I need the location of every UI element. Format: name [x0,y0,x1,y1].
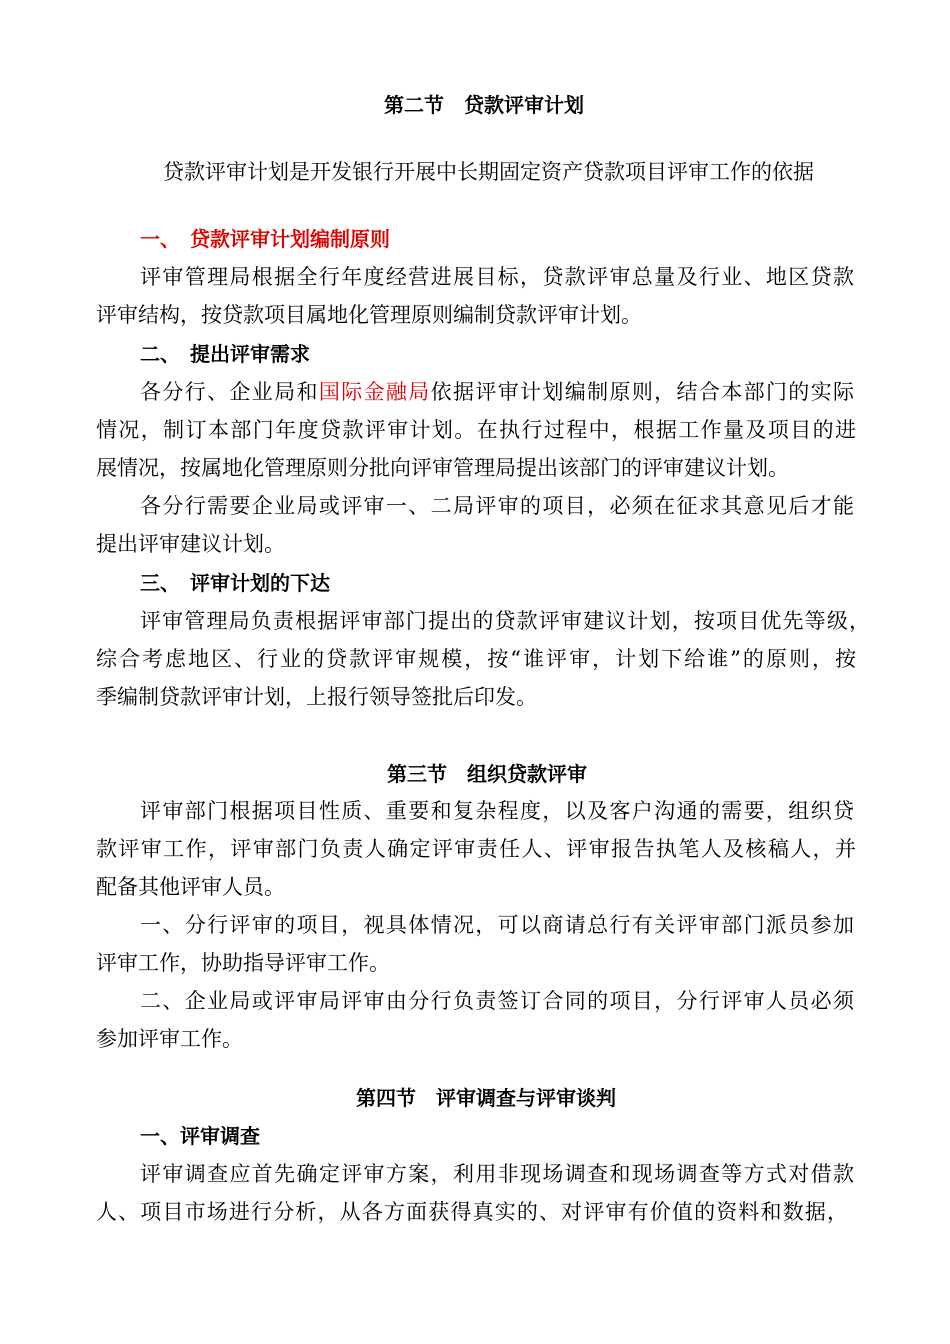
heading-submit-needs: 二、 提出评审需求 [140,342,310,366]
para-line: 展情况，按属地化管理原则分批向评审管理局提出该部门的评审建议计划。 [96,456,789,480]
para-line: 季编制贷款评审计划，上报行领导签批后印发。 [96,685,537,709]
para-line: 提出评审建议计划。 [96,532,285,556]
red-text: 国际金融局 [318,380,431,404]
para-line: 评审管理局根据全行年度经营进展目标，贷款评审总量及行业、地区贷款 [140,265,854,289]
para-line: 人、项目市场进行分析，从各方面获得真实的、对评审有价值的资料和数据， [96,1200,848,1224]
para-line: 评审结构，按贷款项目属地化管理原则编制贷款评审计划。 [96,303,642,327]
heading-review-investigation: 一、评审调查 [140,1124,260,1148]
para-line: 评审调查应首先确定评审方案，利用非现场调查和现场调查等方式对借款 [140,1162,854,1186]
para-line: 评审管理局负责根据评审部门提出的贷款评审建议计划，按项目优先等级， [140,609,870,633]
para-line: 参加评审工作。 [96,1027,243,1051]
para-line: 评审部门根据项目性质、重要和复杂程度，以及客户沟通的需要，组织贷 [140,799,854,823]
heading-compile-principles: 一、 贷款评审计划编制原则 [140,227,390,251]
para-line: 各分行、企业局和国际金融局依据评审计划编制原则，结合本部门的实际 [140,380,855,404]
para-line: 款评审工作，评审部门负责人确定评审责任人、评审报告执笔人及核稿人，并 [96,837,856,861]
heading-plan-issue: 三、 评审计划的下达 [140,571,330,595]
para-line: 情况，制订本部门年度贷款评审计划。在执行过程中，根据工作量及项目的进 [96,418,856,442]
para-line: 综合考虑地区、行业的贷款评审规模，按“谁评审，计划下给谁”的原则，按 [96,647,856,671]
para-line: 配备其他评审人员。 [96,875,285,899]
para-line: 各分行需要企业局或评审一、二局评审的项目，必须在征求其意见后才能 [140,494,854,518]
para-line: 评审工作，协助指导评审工作。 [96,951,390,975]
para-line: 二、企业局或评审局评审由分行负责签订合同的项目，分行评审人员必须 [140,989,854,1013]
section-3-title: 第三节 组织贷款评审 [387,762,587,786]
section-4-title: 第四节 评审调查与评审谈判 [356,1086,616,1110]
para-line: 一、分行评审的项目，视具体情况，可以商请总行有关评审部门派员参加 [140,913,854,937]
section-2-title: 第二节 贷款评审计划 [384,93,584,117]
section-2-intro: 贷款评审计划是开发银行开展中长期固定资产贷款项目评审工作的依据 [163,160,814,184]
